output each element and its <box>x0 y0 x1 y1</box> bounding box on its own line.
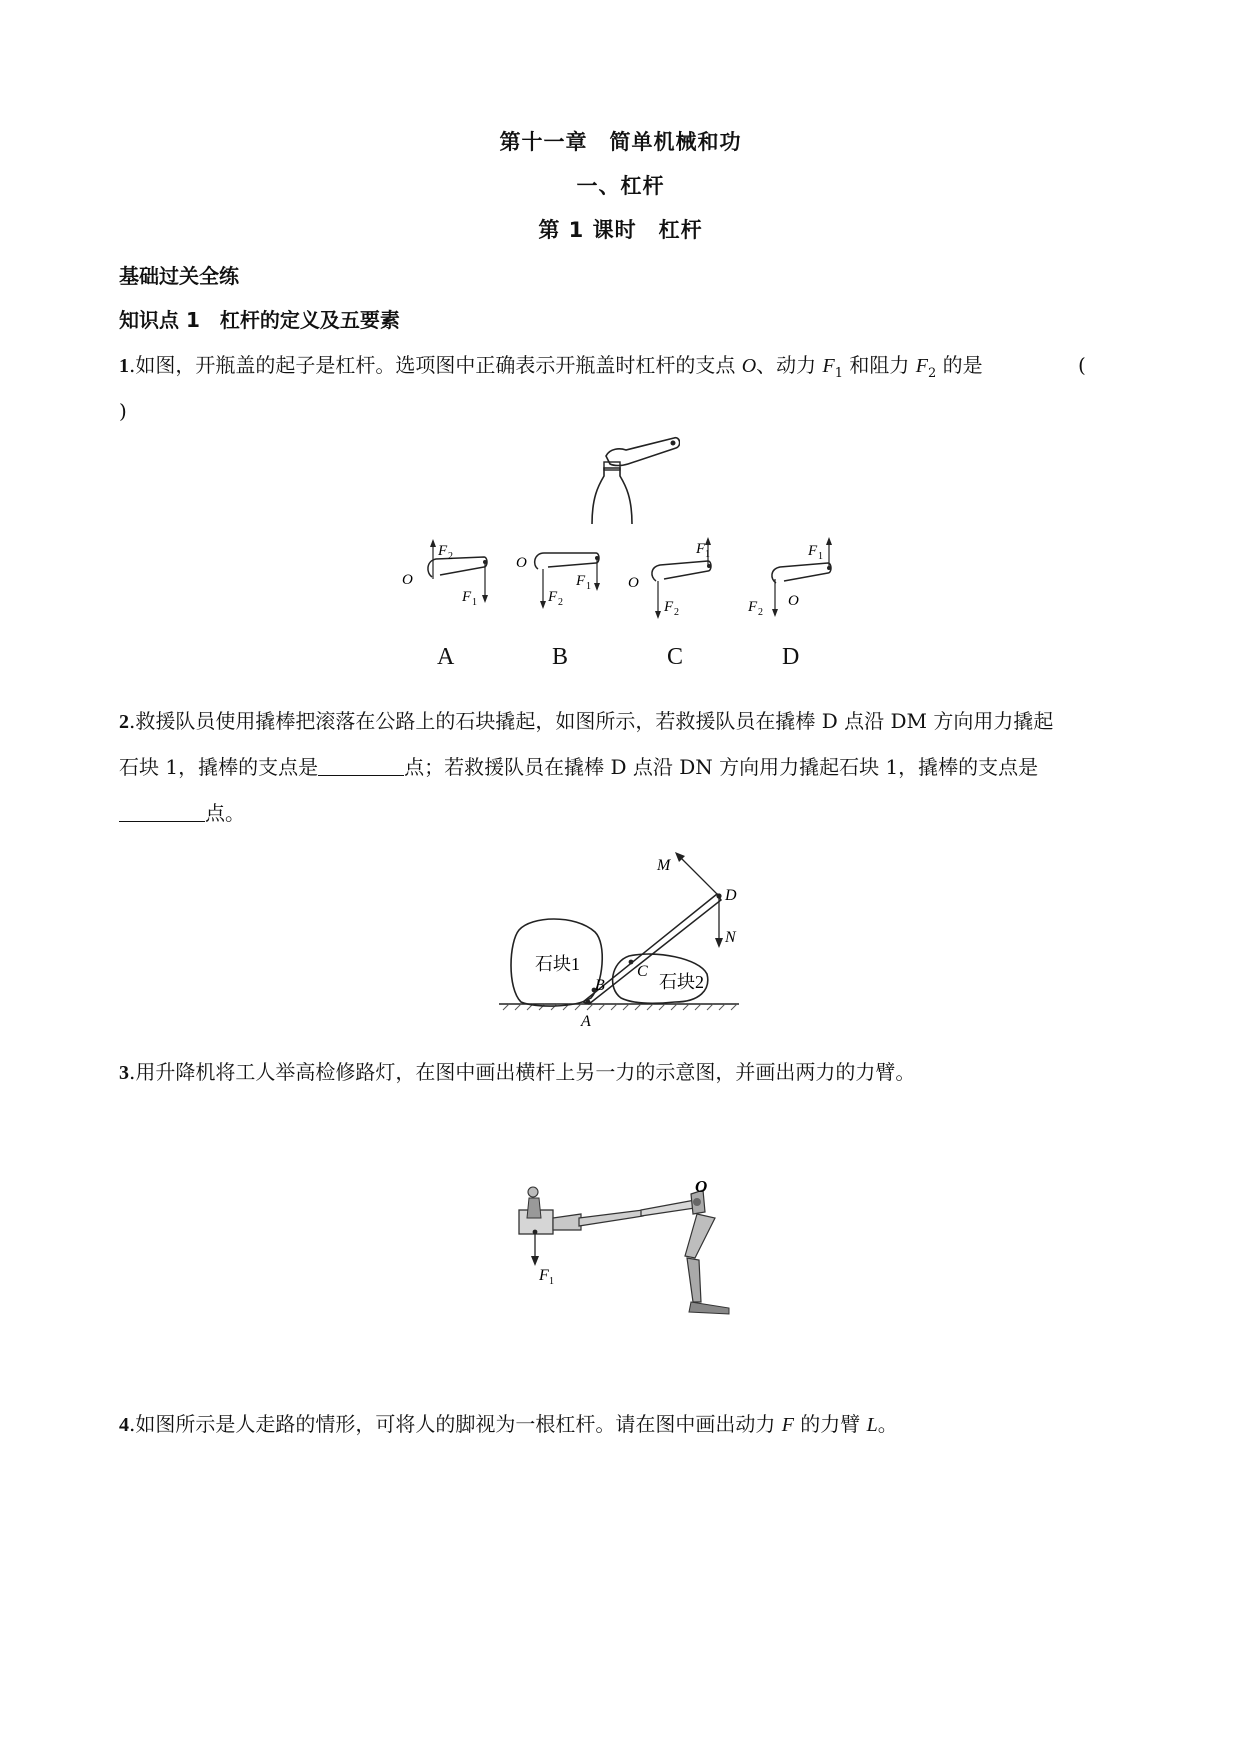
label-f: F <box>462 589 472 605</box>
label-sub2: 2 <box>758 607 763 618</box>
question-4: 4.如图所示是人走路的情形，可将人的脚视为一根杠杆。请在图中画出动力 F 的力臂 L。 <box>119 1412 898 1436</box>
option-c-label: C <box>667 644 684 670</box>
option-a-figure <box>400 535 500 615</box>
answer-blank-2[interactable] <box>119 803 205 822</box>
label-o: O <box>695 1178 708 1196</box>
label-stone-1: 石块1 <box>535 954 580 974</box>
label-sub2: 2 <box>674 607 679 618</box>
label-m: M <box>657 857 671 874</box>
label-c: C <box>637 963 648 980</box>
label-sub1: 1 <box>818 551 823 562</box>
question-1: 1.如图，开瓶盖的起子是杠杆。选项图中正确表示开瓶盖时杠杆的支点 O、动力 $F_1$ 和阻力 $F_2$ 的是 <box>119 353 983 381</box>
option-b-figure <box>512 535 612 615</box>
answer-paren-close: ) <box>119 399 127 423</box>
lift-figure <box>515 1178 740 1316</box>
label-f: F <box>548 589 558 605</box>
answer-paren-open: ( <box>1078 353 1086 377</box>
label-sub1: 1 <box>586 581 591 592</box>
label-f: F <box>808 543 818 559</box>
bottle-opener-figure <box>570 428 680 524</box>
question-2-line-2: 石块 1，撬棒的支点是 点；若救援队员在撬棒 D 点沿 DN 方向用力撬起石块 1，撬棒的支点是 <box>119 755 1039 779</box>
lesson-title: 第 1 课时 杠杆 <box>538 218 703 242</box>
label-sub2: 2 <box>558 597 563 608</box>
label-sub1: 1 <box>472 597 477 608</box>
knowledge-point-title: 知识点 1 杠杆的定义及五要素 <box>119 308 400 332</box>
question-number: 1 <box>119 355 129 377</box>
label-sub1: 1 <box>705 549 710 560</box>
option-d-label: D <box>782 644 800 670</box>
label-o: O <box>628 575 639 591</box>
label-f: F <box>438 543 448 559</box>
question-2-line-1: 2.救援队员使用撬棒把滚落在公路上的石块撬起，如图所示，若救援队员在撬棒 D 点沿 DM 方向用力撬起 <box>119 709 1054 733</box>
option-c-figure <box>624 535 724 625</box>
section-title: 一、杠杆 <box>576 174 665 198</box>
question-number: 2 <box>119 711 129 733</box>
chapter-title: 第十一章 简单机械和功 <box>499 130 742 154</box>
label-o: O <box>516 555 527 571</box>
option-b-label: B <box>552 644 569 670</box>
question-number: 4 <box>119 1414 129 1436</box>
label-d: D <box>725 887 737 904</box>
option-d-figure <box>740 535 840 625</box>
label-sub2: 2 <box>448 551 453 562</box>
crowbar-figure <box>495 838 745 1034</box>
label-f: F <box>748 599 758 615</box>
practice-title: 基础过关全练 <box>119 264 239 288</box>
question-3: 3.用升降机将工人举高检修路灯，在图中画出横杆上另一力的示意图，并画出两力的力臂。 <box>119 1060 916 1084</box>
label-a: A <box>581 1013 591 1030</box>
label-f: F <box>576 573 586 589</box>
question-number: 3 <box>119 1062 129 1084</box>
label-o: O <box>402 572 413 588</box>
label-stone-2: 石块2 <box>659 972 704 992</box>
label-b: B <box>595 977 605 994</box>
option-a-label: A <box>437 644 455 670</box>
answer-blank-1[interactable] <box>318 757 404 776</box>
label-f: F <box>664 599 674 615</box>
label-n: N <box>725 929 736 946</box>
label-o: O <box>788 593 799 609</box>
label-f: F <box>696 541 706 557</box>
label-f: F <box>539 1267 549 1284</box>
label-sub1: 1 <box>549 1276 554 1287</box>
question-2-line-3: 点。 <box>119 798 245 828</box>
